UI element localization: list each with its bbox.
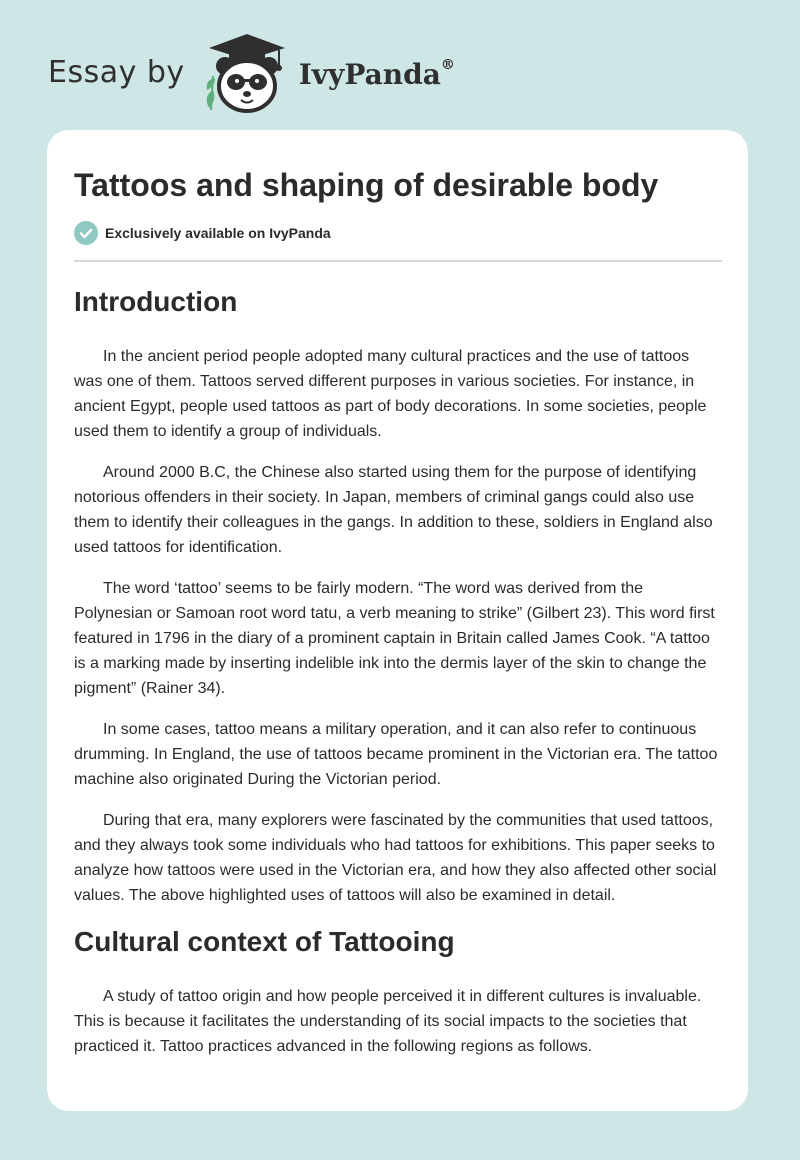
section-body-cultural-context [74,984,722,1059]
paragraph: In some cases, tattoo means a military operation, and it can also refer to continuous drumming. In England, the use of tattoos became prominent in the Victorian era. The tattoo machine also originated During the Victorian period. [74,721,718,788]
brand-name[interactable] [299,58,455,91]
paragraph: Around 2000 B.C, the Chinese also started using them for the purpose of identifying notorious offenders in their society. In Japan, members of criminal gangs could also use them to identify their colleagues in the gangs. In addition to these, soldiers in England also used tattoos for identification. [74,464,713,556]
paragraph: In the ancient period people adopted many cultural practices and the use of tattoos was one of them. Tattoos served different purposes in various societies. For instance, in ancient Egypt, people used tattoos as part of body decorations. In some societies, people used them to identify a group of individuals. [74,348,707,440]
brand-text: IvyPanda [298,57,441,91]
registered-mark: ® [440,57,455,74]
essay-by-label: Essay by [48,54,185,90]
exclusive-badge [74,220,722,246]
exclusive-badge-label: Exclusively available on IvyPanda [105,225,331,241]
essay-card [47,130,748,1111]
section-heading-cultural-context: Cultural context of Tattooing [74,926,455,957]
site-header [48,30,455,114]
ivypanda-logo-icon[interactable] [199,30,295,114]
page-title: Tattoos and shaping of desirable body [74,167,659,203]
section-heading-introduction: Introduction [74,286,238,317]
title-divider [74,260,722,262]
check-circle-icon [74,221,98,245]
paragraph: The word ‘tattoo’ seems to be fairly modern. “The word was derived from the Polynesian or Samoan root word tatu, a verb meaning to strike” (Gilbert 23). This word first featured in 1796 in the diary of a prominent captain in Britain called James Cook. “A tattoo is a marking made by inserting indelible ink into the dermis layer of the skin to change the pigment” (Rainer 34). [74,580,715,697]
paragraph: A study of tattoo origin and how people perceived it in different cultures is invaluable. This is because it facilitates the understanding of its social impacts to the societies that practiced it. Tattoo practices advanced in the following regions as follows. [74,988,702,1055]
section-body-introduction [74,344,722,908]
paragraph: During that era, many explorers were fascinated by the communities that used tattoos, and they always took some individuals who had tattoos for exhibitions. This paper seeks to analyze how tattoos were used in the Victorian era, and how they also affected other social values. The above highlighted uses of tattoos will also be examined in detail. [74,812,717,904]
